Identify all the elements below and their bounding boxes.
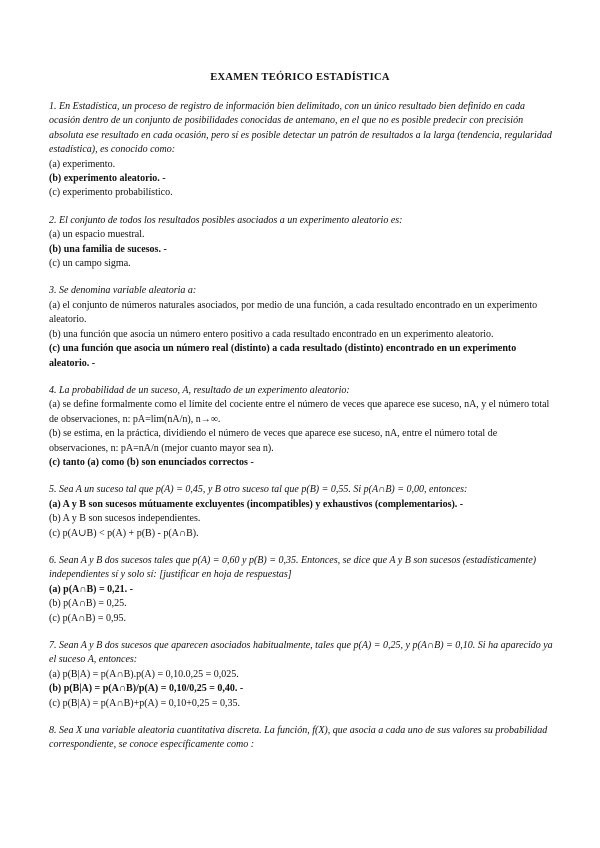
option-a: (a) un espacio muestral. (49, 229, 145, 241)
question-8 (49, 724, 554, 753)
question-stem: 1. En Estadística, un proceso de registro de información bien delimitado, con un único resultado bien definido en cada ocasión dentro de un conjunto de posibilidades conocidas de antemano, en el que no es posible predecir con precisión absoluta ese resultado en cada ocasión, pero sí es posible detectar un patrón de resultados a la larga (tendencia, regularidad estadística), es conocido como: (49, 101, 552, 156)
question-stem: 6. Sean A y B dos sucesos tales que p(A) = 0,60 y p(B) = 0,35. Entonces, se dice que A y B son sucesos (estadísticamente) independientes sí y solo sí: [justificar en hoja de respuestas] (49, 554, 537, 581)
option-c: (c) experimento probabilístico. (49, 187, 173, 199)
option-b: (b) p(A∩B) = 0,25. (49, 598, 127, 610)
option-a: (a) el conjunto de números naturales asociados, por medio de una función, a cada resultado encontrado en un experimento aleatorio. (49, 299, 538, 326)
option-b-correct: (b) una familia de sucesos. - (49, 243, 167, 255)
option-b-correct: (b) experimento aleatorio. - (49, 173, 166, 185)
question-stem: 7. Sean A y B dos sucesos que aparecen asociados habitualmente, tales que p(A) = 0,25, y p(A∩B) = 0,10. Si ha aparecido ya el suceso A, entonces: (49, 640, 553, 666)
option-b: (b) una función que asocia un número entero positivo a cada resultado encontrado en un experimento aleatorio. (49, 328, 494, 340)
question-list (49, 100, 554, 766)
option-c: (c) un campo sigma. (49, 258, 131, 270)
question-5 (49, 483, 554, 541)
option-c-correct: (c) tanto (a) como (b) son enunciados correctos - (49, 456, 254, 468)
option-b: (b) A y B son sucesos independientes. (49, 513, 201, 525)
option-a: (a) experimento. (49, 158, 116, 170)
option-a: (a) se define formalmente como el límite del cociente entre el número de veces que aparece ese suceso, nA, y el número total de observaciones, n: pA=lim(nA/n), n→∞. (49, 399, 550, 425)
option-b: (b) se estima, en la práctica, dividiendo el número de veces que aparece ese suceso, nA, entre el número total de observaciones, n: pA=nA/n (mejor cuanto mayor sea n). (49, 428, 498, 454)
question-6 (49, 554, 554, 626)
question-4 (49, 384, 554, 470)
question-7 (49, 639, 554, 711)
option-c: (c) p(A∪B) < p(A) + p(B) - p(A∩B). (49, 527, 199, 539)
question-stem: 8. Sea X una variable aleatoria cuantitativa discreta. La función, f(X), que asocia a cada uno de sus valores su probabilidad correspondiente, se conoce específicamente como : (49, 725, 548, 751)
question-stem: 2. El conjunto de todos los resultados posibles asociados a un experimento aleatorio es: (49, 214, 403, 226)
question-stem: 5. Sea A un suceso tal que p(A) = 0,45, y B otro suceso tal que p(B) = 0,55. Si p(A∩B) = 0,00, entonces: (49, 484, 468, 496)
question-stem: 3. Se denomina variable aleatoria a: (49, 285, 197, 297)
option-c-correct: (c) una función que asocia un número real (distinto) a cada resultado (distinto) encontrado en un experimento aleatorio. - (49, 343, 517, 369)
question-1 (49, 100, 554, 201)
question-3 (49, 284, 554, 370)
question-stem: 4. La probabilidad de un suceso, A, resultado de un experimento aleatorio: (49, 384, 350, 396)
option-b-correct: (b) p(B|A) = p(A∩B)/p(A) = 0,10/0,25 = 0,40. - (49, 683, 244, 695)
option-c: (c) p(B|A) = p(A∩B)+p(A) = 0,10+0,25 = 0,35. (49, 697, 241, 709)
option-a-correct: (a) A y B son sucesos mútuamente excluyentes (incompatibles) y exhaustivos (complementarios). - (49, 498, 464, 510)
question-2 (49, 214, 554, 272)
option-a: (a) p(B|A) = p(A∩B).p(A) = 0,10.0,25 = 0,025. (49, 668, 239, 680)
page-title: EXAMEN TEÓRICO ESTADÍSTICA (210, 72, 390, 83)
option-c: (c) p(A∩B) = 0,95. (49, 612, 127, 624)
option-a-correct: (a) p(A∩B) = 0,21. - (49, 583, 133, 595)
